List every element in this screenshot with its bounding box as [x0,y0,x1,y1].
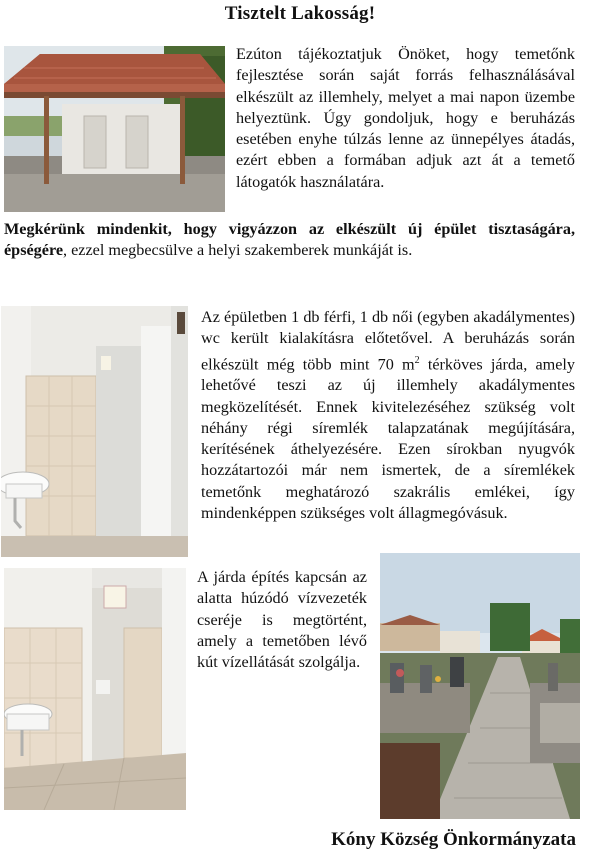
page-title: Tisztelt Lakosság! [224,3,376,24]
request-rest-text: , ezzel megbecsülve a helyi szakemberek munkáját is. [63,241,413,260]
signature: Kóny Község Önkormányzata [331,829,576,850]
paragraph-water-pipe: A járda építés kapcsán az alatta húzódó vízvezeték cseréje is megtörtént, amely a temetőben lévő kút vízellátását szolgálja. [197,568,367,672]
interior-restroom-photo [4,568,186,810]
request-bold-text: Megkérünk mindenkit, hogy vigyázzon az elkészült új épület tisztaságára, épségére [4,220,575,260]
interior-washbasin-photo [1,306,188,557]
paragraph-building-details [201,307,575,524]
details-text-part1: Az épületben 1 db férfi, 1 db női (egyben akadálymentes) wc került kialakításra előtetővel. A beruházás során elkészült még több mint 70 m [201,308,575,373]
toilet-building-photo [4,46,225,212]
paragraph-intro: Ezúton tájékoztatjuk Önöket, hogy temetőnk fejlesztése során saját forrás felhasználásával elkészült az illemhely, melyet a mai napon üzembe helyeztünk. Úgy gondoljuk, hogy e beruházás esetében enyhe túlzás lenne az ünnepélyes átadás, ezért ebben a formában adjuk azt át a temető látogatók használatára. [236,45,575,191]
cemetery-paved-path-photo [380,553,580,819]
details-superscript: 2 [414,354,420,366]
details-text-part2: térköves járda, amely lehetővé teszi az új illemhely akadálymentes megközelítését. Ennek kivitelezéséhez szükség volt néhány régi síremlék talapzatának megújítására, kerítésének áthelyezésére. Ezen sírokban nyugvók hozzátartozói már nem ismertek, de a síremlékek temetőnk meghatározó szakrális emlékei, így mindenképpen szükséges volt állagmegóvásuk. [201,354,575,523]
paragraph-request [4,219,575,262]
